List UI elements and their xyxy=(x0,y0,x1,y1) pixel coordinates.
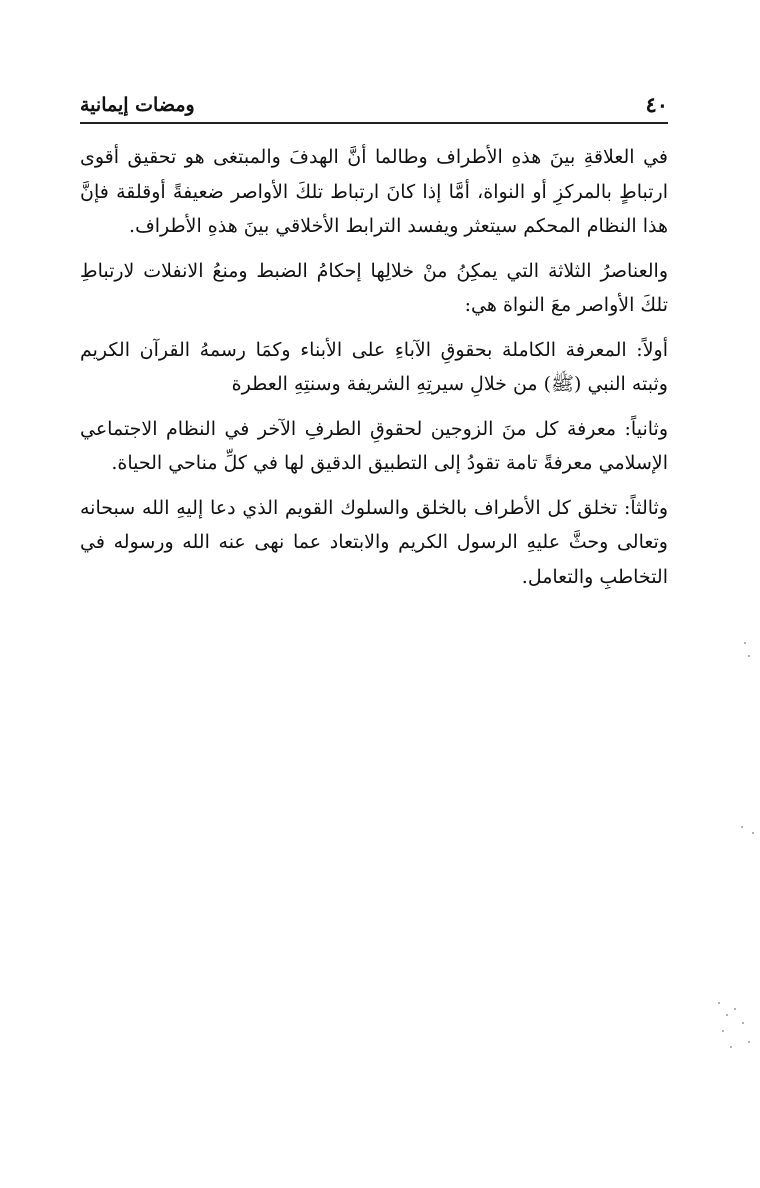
paragraph-third: وثالثاً: تخلق كل الأطراف بالخلق والسلوك القويم الذي دعا إليهِ الله سبحانه وتعالى وحثَّ عليهِ الرسول الكريم والابتعاد عما نهى عنه الله ورسوله في التخاطبِ والتعامل. xyxy=(80,496,668,588)
scan-speck xyxy=(744,642,746,644)
scan-speck xyxy=(741,826,743,828)
paragraph-intro: في العلاقةِ بينَ هذهِ الأطراف وطالما أنَّ الهدفَ والمبتغى هو تحقيق أقوى ارتباطٍ بالمركزِ أو النواة، أمَّا إذا كانَ ارتباط تلكَ الأواصر ضعيفةً أوقلقة فإنَّ هذا النظام المحكم سيتعثر ويفسد الترابط الأخلاقي بينَ هذهِ الأطراف. xyxy=(80,146,668,237)
scan-speck xyxy=(752,832,754,834)
scan-speck xyxy=(748,655,750,657)
running-header xyxy=(80,92,668,124)
scan-speck xyxy=(734,1008,736,1010)
paragraph-elements: والعناصرُ الثلاثة التي يمكِنُ منْ خلالِها إحكامُ الضبط ومنعُ الانفلات لارتباطِ تلكَ الأواصر معَ النواة هي: xyxy=(80,259,668,316)
book-title: ومضات إيمانية xyxy=(80,94,195,116)
scan-speck xyxy=(742,1022,744,1024)
scan-speck xyxy=(718,1002,720,1004)
scan-speck xyxy=(730,1046,732,1048)
page-number: ٤٠ xyxy=(645,92,668,117)
paragraph-second: وثانياً: معرفة كل منَ الزوجين لحقوقِ الطرفِ الآخر في النظام الاجتماعي الإسلامي معرفةً تامة تقودُ إلى التطبيق الدقيق لها في كلِّ مناحي الحياة. xyxy=(80,417,668,474)
page-body xyxy=(80,140,668,594)
scan-speck xyxy=(748,1041,750,1043)
scan-speck xyxy=(722,1030,724,1032)
paragraph-first: أولاً: المعرفة الكاملة بحقوقِ الآباءِ على الأبناء وكمَا رسمهُ القرآن الكريم وثبته النبي (ﷺ) من خلالِ سيرتِهِ الشريفة وسنتِهِ العطرة xyxy=(80,338,668,395)
scan-speck xyxy=(726,1014,728,1016)
